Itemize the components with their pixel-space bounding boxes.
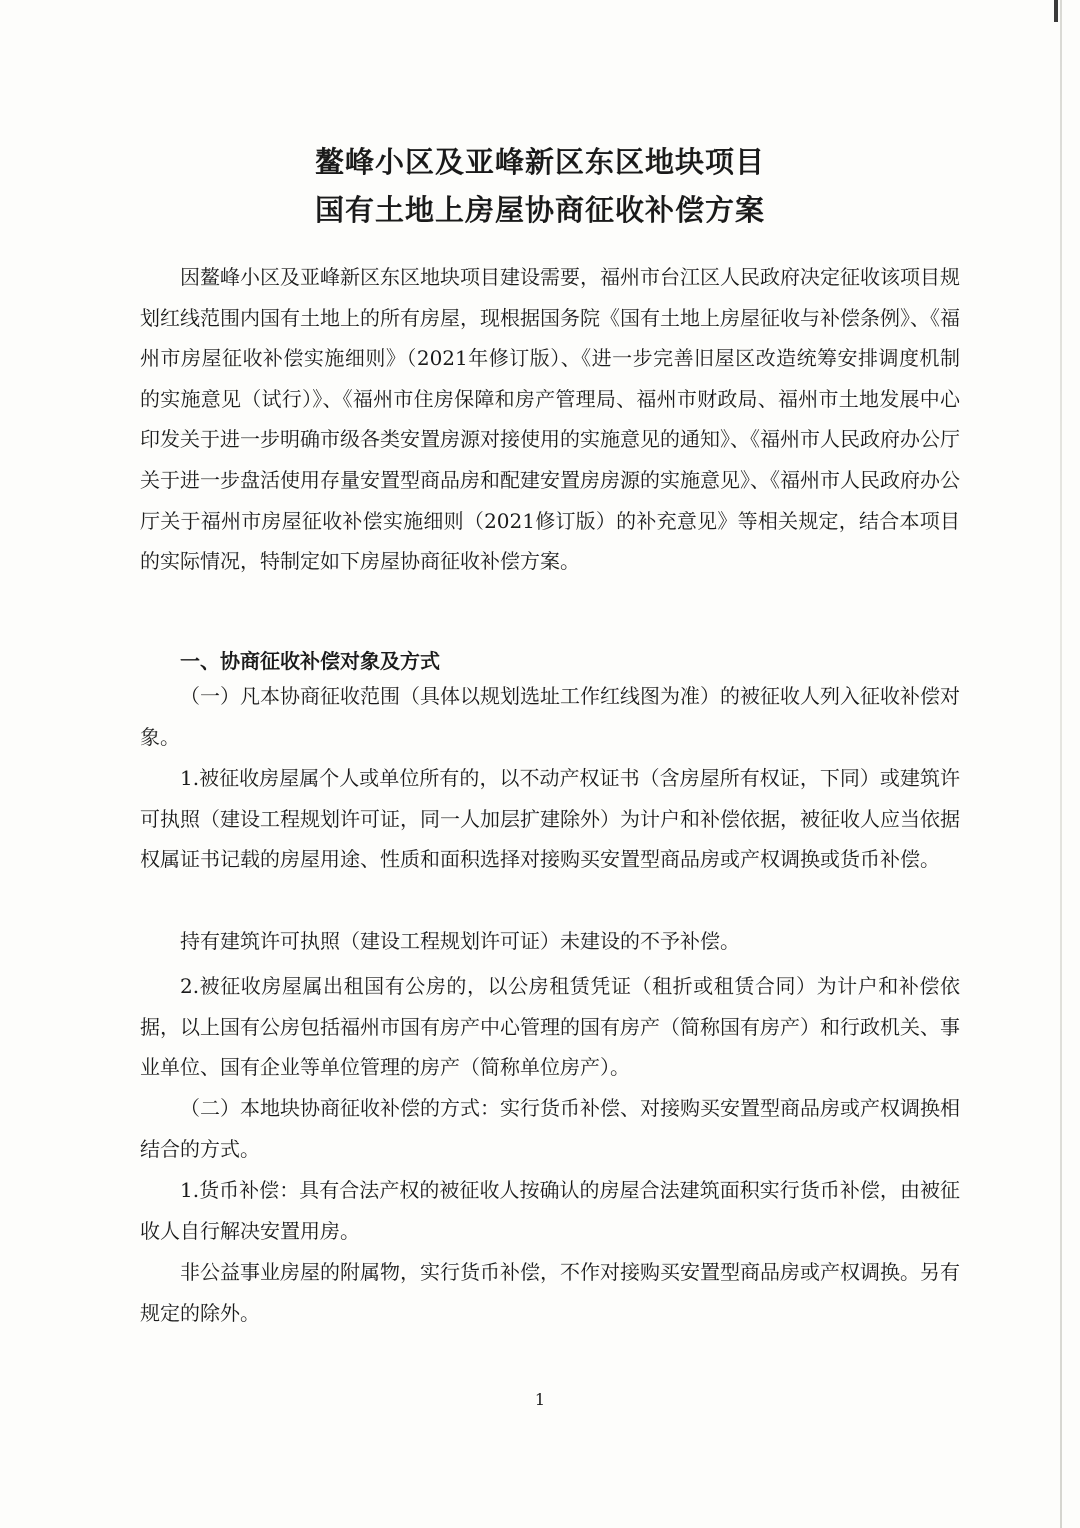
document-title-line-2: 国有土地上房屋协商征收补偿方案 — [314, 193, 765, 227]
paragraph-1-1-1b: 持有建筑许可执照（建设工程规划许可证）未建设的不予补偿。 — [180, 929, 740, 953]
page-edge — [1060, 0, 1062, 1528]
paragraph-1-2-1: 1.货币补偿：具有合法产权的被征收人按确认的房屋合法建筑面积实行货币补偿，由被征收人自行解决安置用房。 — [140, 1178, 960, 1243]
intro-paragraph: 因鳌峰小区及亚峰新区东区地块项目建设需要，福州市台江区人民政府决定征收该项目规划红线范围内国有土地上的所有房屋，现根据国务院《国有土地上房屋征收与补偿条例》、《福州市房屋征收补偿实施细则》（2021年修订版）、《进一步完善旧屋区改造统筹安排调度机制的实施意见（试行）》、《福州市住房保障和房产管理局、福州市财政局、福州市土地发展中心印发关于进一步明确市级各类安置房源对接使用的实施意见的通知》、《福州市人民政府办公厅关于进一步盘活使用存量安置型商品房和配建安置房房源的实施意见》、《福州市人民政府办公厅关于福州市房屋征收补偿实施细则（2021修订版）的补充意见》等相关规定，结合本项目的实际情况，特制定如下房屋协商征收补偿方案。 — [140, 265, 960, 574]
paragraph-1-1-1: 1.被征收房屋属个人或单位所有的，以不动产权证书（含房屋所有权证，下同）或建筑许可执照（建设工程规划许可证，同一人加层扩建除外）为计户和补偿依据，被征收人应当依据权属证书记载的房屋用途、性质和面积选择对接购买安置型商品房或产权调换或货币补偿。 — [140, 766, 960, 872]
paragraph-1-1-2: 2.被征收房屋属出租国有公房的，以公房租赁凭证（租折或租赁合同）为计户和补偿依据，以上国有公房包括福州市国有房产中心管理的国有房产（简称国有房产）和行政机关、事业单位、国有企业等单位管理的房产（简称单位房产）。 — [140, 974, 960, 1080]
page-number: 1 — [534, 1390, 546, 1409]
section-heading: 一、协商征收补偿对象及方式 — [180, 649, 440, 673]
paragraph-1-2-1b: 非公益事业房屋的附属物，实行货币补偿，不作对接购买安置型商品房或产权调换。另有规定的除外。 — [140, 1260, 960, 1325]
paragraph-1-1: （一）凡本协商征收范围（具体以规划选址工作红线图为准）的被征收人列入征收补偿对象。 — [140, 684, 960, 749]
paragraph-1-2: （二）本地块协商征收补偿的方式：实行货币补偿、对接购买安置型商品房或产权调换相结合的方式。 — [140, 1096, 960, 1161]
edge-mark — [1054, 0, 1058, 22]
document-title-line-1: 鳌峰小区及亚峰新区东区地块项目 — [314, 145, 765, 179]
